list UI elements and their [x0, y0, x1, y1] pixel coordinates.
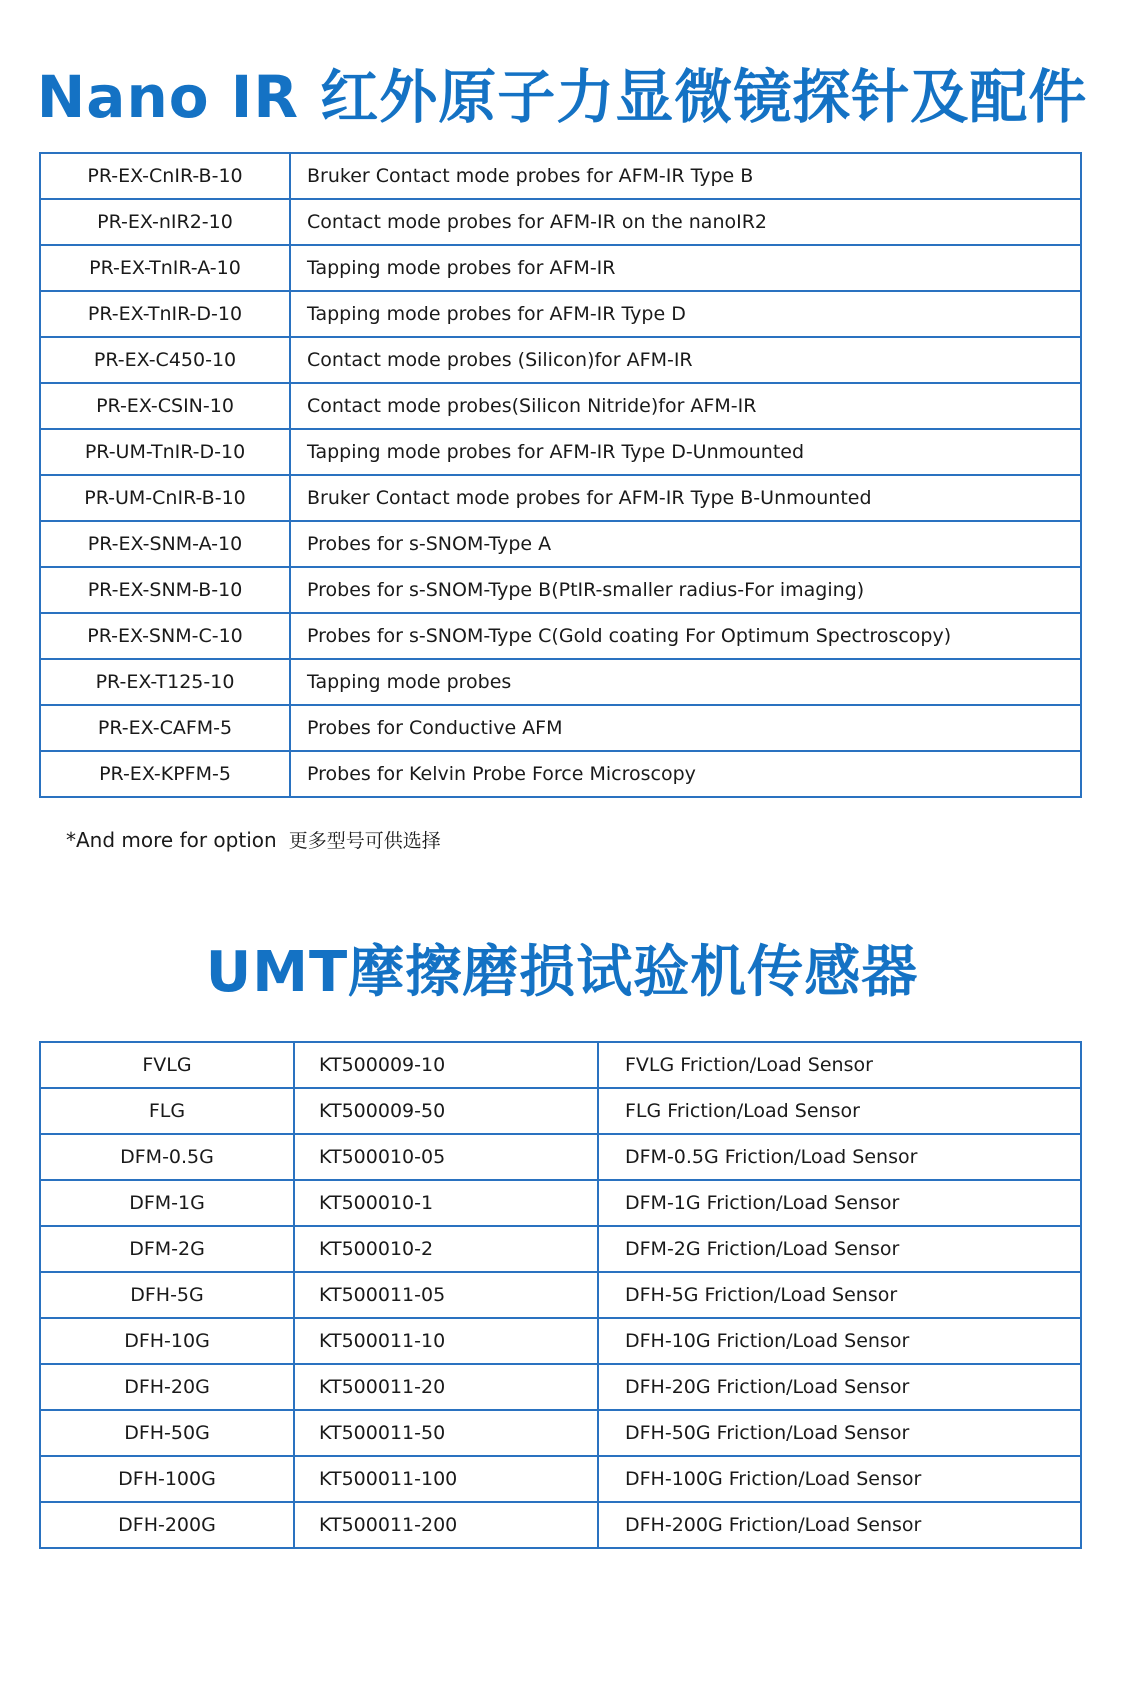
table-row: [40, 383, 1081, 429]
section-1-title: Nano IR 红外原子力显微镜探针及配件: [36, 63, 1088, 131]
table-row: [40, 705, 1081, 751]
sensor-description-cell: DFM-2G Friction/Load Sensor: [598, 1226, 1081, 1272]
sensor-model-cell: DFH-10G: [40, 1318, 294, 1364]
table-row: [40, 199, 1081, 245]
sensor-model-cell: FVLG: [40, 1042, 294, 1088]
table-row: [40, 1364, 1081, 1410]
probe-code-cell: PR-UM-CnIR-B-10: [40, 475, 290, 521]
table-row: [40, 1180, 1081, 1226]
nano-ir-probes-table: [39, 152, 1082, 798]
probe-description-cell: Probes for s-SNOM-Type B(PtIR-smaller radius-For imaging): [290, 567, 1081, 613]
part-number-cell: KT500010-1: [294, 1180, 598, 1226]
table-row: [40, 475, 1081, 521]
table-row: [40, 245, 1081, 291]
probe-code-cell: PR-EX-nIR2-10: [40, 199, 290, 245]
sensor-model-cell: FLG: [40, 1088, 294, 1134]
table-row: [40, 1042, 1081, 1088]
table-row: [40, 751, 1081, 797]
table-row: [40, 521, 1081, 567]
table-row: [40, 429, 1081, 475]
probe-description-cell: Tapping mode probes: [290, 659, 1081, 705]
sensor-description-cell: FLG Friction/Load Sensor: [598, 1088, 1081, 1134]
table-row: [40, 1226, 1081, 1272]
table-row: [40, 1272, 1081, 1318]
probe-description-cell: Tapping mode probes for AFM-IR Type D-Unmounted: [290, 429, 1081, 475]
probe-description-cell: Probes for s-SNOM-Type A: [290, 521, 1081, 567]
sensor-model-cell: DFH-50G: [40, 1410, 294, 1456]
sensor-description-cell: DFM-0.5G Friction/Load Sensor: [598, 1134, 1081, 1180]
probe-description-cell: Contact mode probes(Silicon Nitride)for AFM-IR: [290, 383, 1081, 429]
sensor-model-cell: DFH-20G: [40, 1364, 294, 1410]
part-number-cell: KT500011-100: [294, 1456, 598, 1502]
part-number-cell: KT500011-50: [294, 1410, 598, 1456]
probe-description-cell: Bruker Contact mode probes for AFM-IR Type B: [290, 153, 1081, 199]
section-2-title: UMT摩擦磨损试验机传感器: [205, 940, 919, 1005]
table-row: [40, 1502, 1081, 1548]
sensor-model-cell: DFM-1G: [40, 1180, 294, 1226]
table-row: [40, 567, 1081, 613]
note-english: *And more for option: [66, 828, 277, 852]
umt-sensors-table: [39, 1041, 1082, 1549]
table-row: [40, 1456, 1081, 1502]
sensor-model-cell: DFM-0.5G: [40, 1134, 294, 1180]
sensor-model-cell: DFH-5G: [40, 1272, 294, 1318]
probe-code-cell: PR-EX-KPFM-5: [40, 751, 290, 797]
table-row: [40, 659, 1081, 705]
part-number-cell: KT500009-50: [294, 1088, 598, 1134]
probe-code-cell: PR-EX-CnIR-B-10: [40, 153, 290, 199]
table-row: [40, 1318, 1081, 1364]
probe-code-cell: PR-EX-TnIR-A-10: [40, 245, 290, 291]
probe-code-cell: PR-UM-TnIR-D-10: [40, 429, 290, 475]
sensor-model-cell: DFH-100G: [40, 1456, 294, 1502]
part-number-cell: KT500011-05: [294, 1272, 598, 1318]
part-number-cell: KT500011-20: [294, 1364, 598, 1410]
sensor-description-cell: DFH-20G Friction/Load Sensor: [598, 1364, 1081, 1410]
probe-description-cell: Contact mode probes for AFM-IR on the nanoIR2: [290, 199, 1081, 245]
note-chinese: 更多型号可供选择: [288, 830, 441, 852]
table-row: [40, 613, 1081, 659]
sensor-description-cell: DFH-10G Friction/Load Sensor: [598, 1318, 1081, 1364]
probe-code-cell: PR-EX-SNM-B-10: [40, 567, 290, 613]
part-number-cell: KT500011-200: [294, 1502, 598, 1548]
sensor-description-cell: DFH-5G Friction/Load Sensor: [598, 1272, 1081, 1318]
probe-description-cell: Tapping mode probes for AFM-IR Type D: [290, 291, 1081, 337]
probe-code-cell: PR-EX-CAFM-5: [40, 705, 290, 751]
sensor-description-cell: DFH-200G Friction/Load Sensor: [598, 1502, 1081, 1548]
probe-code-cell: PR-EX-TnIR-D-10: [40, 291, 290, 337]
probe-description-cell: Contact mode probes (Silicon)for AFM-IR: [290, 337, 1081, 383]
probe-code-cell: PR-EX-SNM-A-10: [40, 521, 290, 567]
sensor-description-cell: DFH-50G Friction/Load Sensor: [598, 1410, 1081, 1456]
probe-description-cell: Bruker Contact mode probes for AFM-IR Type B-Unmounted: [290, 475, 1081, 521]
probe-description-cell: Tapping mode probes for AFM-IR: [290, 245, 1081, 291]
probe-code-cell: PR-EX-C450-10: [40, 337, 290, 383]
sensor-model-cell: DFH-200G: [40, 1502, 294, 1548]
part-number-cell: KT500009-10: [294, 1042, 598, 1088]
more-options-note: [66, 826, 441, 853]
probe-code-cell: PR-EX-CSIN-10: [40, 383, 290, 429]
probe-description-cell: Probes for Conductive AFM: [290, 705, 1081, 751]
table-row: [40, 337, 1081, 383]
table-row: [40, 291, 1081, 337]
part-number-cell: KT500010-2: [294, 1226, 598, 1272]
table-row: [40, 153, 1081, 199]
sensor-description-cell: DFH-100G Friction/Load Sensor: [598, 1456, 1081, 1502]
probe-description-cell: Probes for Kelvin Probe Force Microscopy: [290, 751, 1081, 797]
table-row: [40, 1134, 1081, 1180]
sensor-model-cell: DFM-2G: [40, 1226, 294, 1272]
part-number-cell: KT500010-05: [294, 1134, 598, 1180]
part-number-cell: KT500011-10: [294, 1318, 598, 1364]
sensor-description-cell: DFM-1G Friction/Load Sensor: [598, 1180, 1081, 1226]
sensor-description-cell: FVLG Friction/Load Sensor: [598, 1042, 1081, 1088]
probe-description-cell: Probes for s-SNOM-Type C(Gold coating For Optimum Spectroscopy): [290, 613, 1081, 659]
table-row: [40, 1410, 1081, 1456]
probe-code-cell: PR-EX-T125-10: [40, 659, 290, 705]
probe-code-cell: PR-EX-SNM-C-10: [40, 613, 290, 659]
table-row: [40, 1088, 1081, 1134]
